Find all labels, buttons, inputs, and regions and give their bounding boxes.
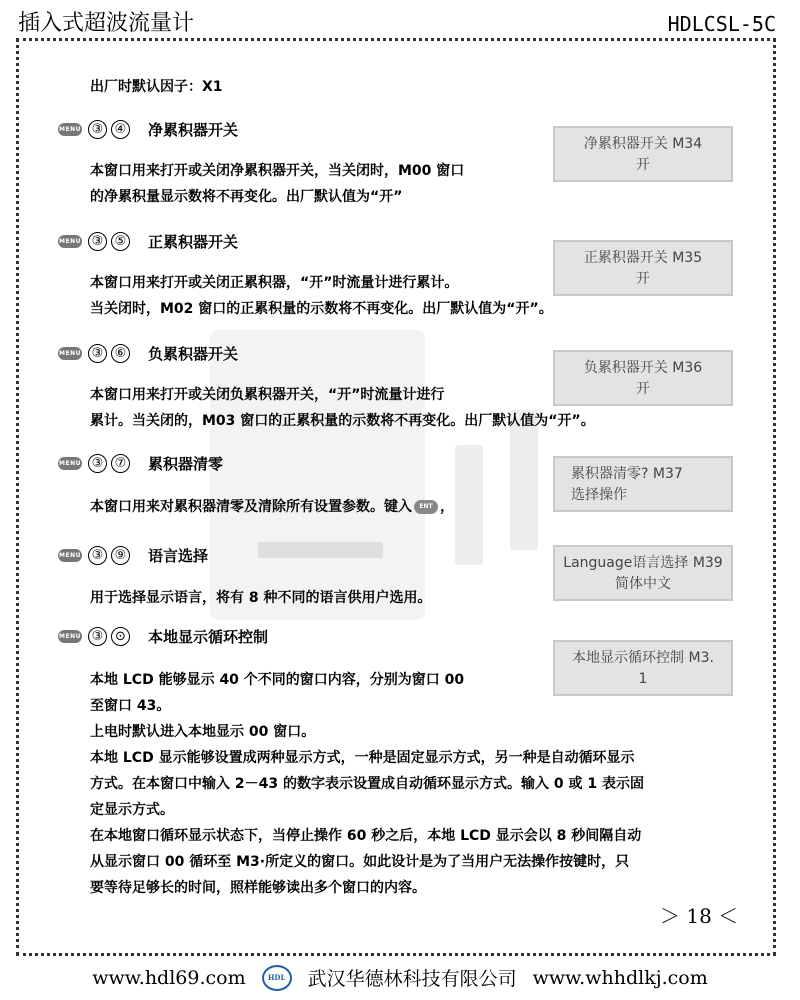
lcd-display (553, 126, 733, 182)
intro-text: 出厂时默认因子：X1 (90, 79, 223, 95)
lcd-line: 选择操作 (571, 487, 627, 503)
paragraph-line: 方式。在本窗口中输入 2－43 的数字表示设置成自动循环显示方式。输入 0 或 1 表示固 (90, 776, 644, 792)
lcd-display (553, 456, 733, 512)
key-number: ③ (88, 546, 107, 565)
paragraph-line: 定显示方式。 (90, 802, 174, 818)
lcd-line: 累积器清零? M37 (571, 466, 683, 482)
device-photo-watermark (210, 330, 425, 620)
paragraph-line: 的净累积量显示数将不再变化。出厂默认值为“开” (90, 189, 403, 205)
lcd-display (553, 640, 733, 696)
lcd-display (553, 240, 733, 296)
lcd-line: 1 (638, 671, 648, 687)
paragraph-text: ， (440, 499, 454, 515)
company-logo-icon: HDL (262, 965, 292, 991)
paragraph-text: 本窗口用来对累积器清零及清除所有设置参数。键入 (90, 499, 412, 515)
ent-key-icon: ENT (414, 500, 438, 514)
page-number: ＞ 18 ＜ (660, 904, 739, 928)
paragraph-line: 用于选择显示语言，将有 8 种不同的语言供用户选用。 (90, 590, 432, 606)
paragraph-line: 当关闭时，M02 窗口的正累积量的示数将不再变化。出厂默认值为“开”。 (90, 301, 553, 317)
lcd-line: 开 (636, 271, 650, 287)
section-title: 累积器清零 (148, 454, 224, 473)
paragraph-line: 上电时默认进入本地显示 00 窗口。 (90, 724, 316, 740)
paragraph-line: 本窗口用来打开或关闭净累积器开关，当关闭时，M00 窗口 (90, 163, 465, 179)
paragraph-line: 本地 LCD 能够显示 40 个不同的窗口内容，分别为窗口 00 (90, 672, 465, 688)
key-number: ⑥ (111, 344, 130, 363)
menu-key-icon: MENU (58, 549, 82, 562)
paragraph-line: 本窗口用来打开或关闭负累积器开关，“开”时流量计进行 (90, 387, 445, 403)
paragraph-line: 累计。当关闭的，M03 窗口的正累积量的示数将不再变化。出厂默认值为“开”。 (90, 413, 595, 429)
key-number: ③ (88, 232, 107, 251)
section-heading (58, 229, 238, 253)
paragraph-line: 本窗口用来打开或关闭正累积器，“开”时流量计进行累计。 (90, 275, 459, 291)
paragraph-line: 要等待足够长的时间，照样能够读出多个窗口的内容。 (90, 880, 426, 896)
section-heading (58, 543, 208, 567)
menu-key-icon: MENU (58, 347, 82, 360)
lcd-display (553, 350, 733, 406)
menu-key-icon: MENU (58, 457, 82, 470)
transducer-watermark-1 (455, 445, 483, 565)
paragraph-line: 至窗口 43。 (90, 698, 171, 714)
section-title: 负累积器开关 (148, 344, 239, 363)
section-title: 语言选择 (148, 546, 209, 565)
key-number: ③ (88, 627, 107, 646)
section-heading (58, 117, 238, 141)
key-number: ⑤ (111, 232, 130, 251)
lcd-line: Language语言选择 M39 (563, 555, 723, 571)
section-title: 本地显示循环控制 (148, 627, 269, 646)
lcd-line: 开 (636, 157, 650, 173)
lcd-line: 简体中文 (615, 576, 671, 592)
key-number: ③ (88, 120, 107, 139)
lcd-display (553, 545, 733, 601)
website-link[interactable]: www.hdl69.com (92, 966, 246, 989)
paragraph-line (90, 494, 454, 520)
menu-key-icon: MENU (58, 235, 82, 248)
lcd-line: 开 (636, 381, 650, 397)
section-heading (58, 451, 223, 475)
page-footer (0, 964, 800, 991)
paragraph-line: 从显示窗口 00 循环至 M3·所定义的窗口。如此设计是为了当用户无法操作按键时，只 (90, 854, 630, 870)
lcd-line: 本地显示循环控制 M3. (572, 650, 714, 666)
model-number: HDLCSL-5C (667, 12, 776, 36)
key-number: ⑦ (111, 454, 130, 473)
key-number: ③ (88, 344, 107, 363)
key-number: ⊙ (111, 627, 130, 646)
paragraph-line: 本地 LCD 显示能够设置成两种显示方式，一种是固定显示方式，另一种是自动循环显示 (90, 750, 635, 766)
website-link[interactable]: www.whhdlkj.com (532, 966, 708, 989)
device-label-watermark (258, 542, 383, 558)
lcd-line: 负累积器开关 M36 (583, 360, 703, 376)
lcd-line: 净累积器开关 M34 (583, 136, 703, 152)
menu-key-icon: MENU (58, 123, 82, 136)
key-number: ⑨ (111, 546, 130, 565)
section-heading (58, 341, 238, 365)
section-heading (58, 624, 268, 648)
menu-key-icon: MENU (58, 630, 82, 643)
section-title: 正累积器开关 (148, 232, 239, 251)
lcd-line: 正累积器开关 M35 (583, 250, 703, 266)
key-number: ④ (111, 120, 130, 139)
key-number: ③ (88, 454, 107, 473)
section-title: 净累积器开关 (148, 120, 239, 139)
document-title: 插入式超波流量计 (18, 11, 195, 36)
company-name: 武汉华德林科技有限公司 (307, 968, 517, 990)
paragraph-line: 在本地窗口循环显示状态下，当停止操作 60 秒之后，本地 LCD 显示会以 8 秒间隔自动 (90, 828, 642, 844)
